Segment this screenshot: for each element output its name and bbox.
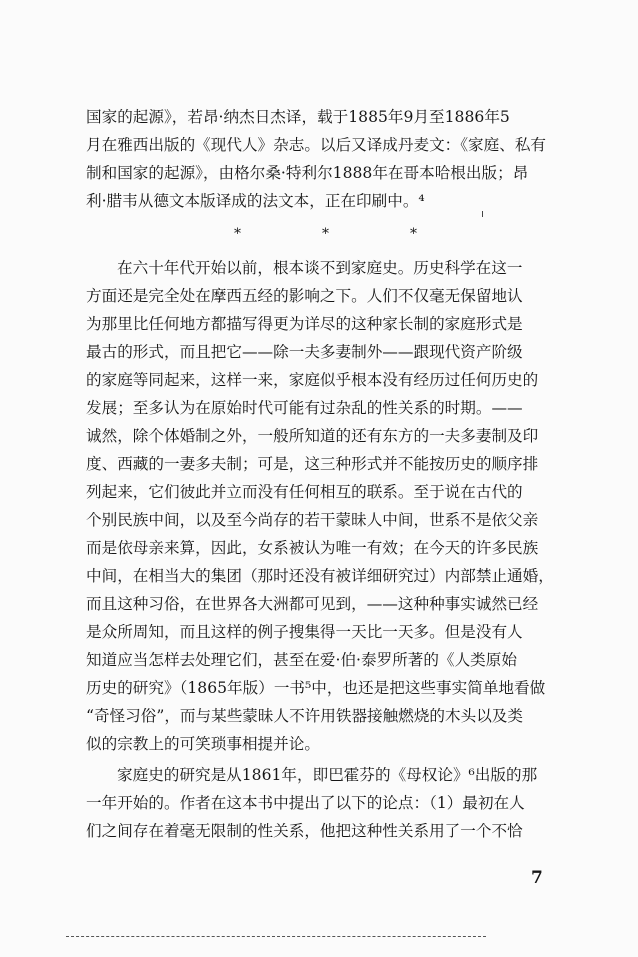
text-line: 历史的研究》（1865年版）一书⁵中，也还是把这些事实简单地看做 xyxy=(86,679,546,697)
text-line: 为那里比任何地方都描写得更为详尽的这种家长制的家庭形式是 xyxy=(86,315,523,333)
text-line: 月在雅西出版的《现代人》杂志。以后又译成丹麦文：《家庭、私有 xyxy=(86,136,547,154)
text-line: 度、西藏的一妻多夫制；可是，这三种形式并不能按历史的顺序排 xyxy=(86,455,539,473)
text-line: 一年开始的。作者在这本书中提出了以下的论点：（1）最初在人 xyxy=(86,794,525,812)
separator-star: * xyxy=(234,226,241,242)
separator-star: * xyxy=(410,226,417,242)
section-separator xyxy=(0,226,638,246)
text-line: 知道应当怎样去处理它们，甚至在爱·伯·泰罗所著的《人类原始 xyxy=(86,651,517,669)
text-line: 似的宗教上的可笑琐事相提并论。 xyxy=(86,735,320,753)
text-line: 而且这种习俗，在世界各大洲都可见到，——这种种事实诚然已经 xyxy=(86,595,539,613)
text-line: 国家的起源》，若昂·纳杰日杰译，载于1885年9月至1886年5 xyxy=(86,108,510,126)
scan-artifact xyxy=(482,211,483,217)
footer-rule xyxy=(66,936,486,937)
text-line: 制和国家的起源》，由格尔桑·特利尔1888年在哥本哈根出版；昂 xyxy=(86,164,529,182)
text-line: 方面还是完全处在摩西五经的影响之下。人们不仅毫无保留地认 xyxy=(86,287,523,305)
text-line: 发展；至多认为在原始时代可能有过杂乱的性关系的时期。—— xyxy=(86,399,523,417)
text-line: 们之间存在着毫无限制的性关系，他把这种性关系用了一个不恰 xyxy=(86,822,523,840)
text-line: 诚然，除个体婚制之外，一般所知道的还有东方的一夫多妻制及印 xyxy=(86,427,539,445)
paragraph-first-line: 在六十年代开始以前，根本谈不到家庭史。历史科学在这一 xyxy=(117,259,523,277)
text-line: 而是依母亲来算，因此，女系被认为唯一有效；在今天的许多民族 xyxy=(86,539,539,557)
text-line: 利·腊韦从德文本版译成的法文本，正在印刷中。⁴ xyxy=(86,192,425,210)
page-number: 7 xyxy=(531,868,543,888)
text-line: 是众所周知，而且这样的例子搜集得一天比一天多。但是没有人 xyxy=(86,623,523,641)
separator-star: * xyxy=(322,226,329,242)
text-line: “奇怪习俗”，而与某些蒙昧人不许用铁器接触燃烧的木头以及类 xyxy=(86,707,523,725)
text-line: 中间，在相当大的集团（那时还没有被详细研究过）内部禁止通婚， xyxy=(86,567,554,585)
text-line: 列起来，它们彼此并立而没有任何相互的联系。至于说在古代的 xyxy=(86,483,523,501)
text-line: 的家庭等同起来，这样一来，家庭似乎根本没有经历过任何历史的 xyxy=(86,371,539,389)
paragraph-first-line: 家庭史的研究是从1861年，即巴霍芬的《母权论》⁶出版的那 xyxy=(117,766,538,784)
text-line: 最古的形式，而且把它——除一夫多妻制外——跟现代资产阶级 xyxy=(86,343,523,361)
text-line: 个别民族中间，以及至今尚存的若干蒙昧人中间，世系不是依父亲 xyxy=(86,511,539,529)
